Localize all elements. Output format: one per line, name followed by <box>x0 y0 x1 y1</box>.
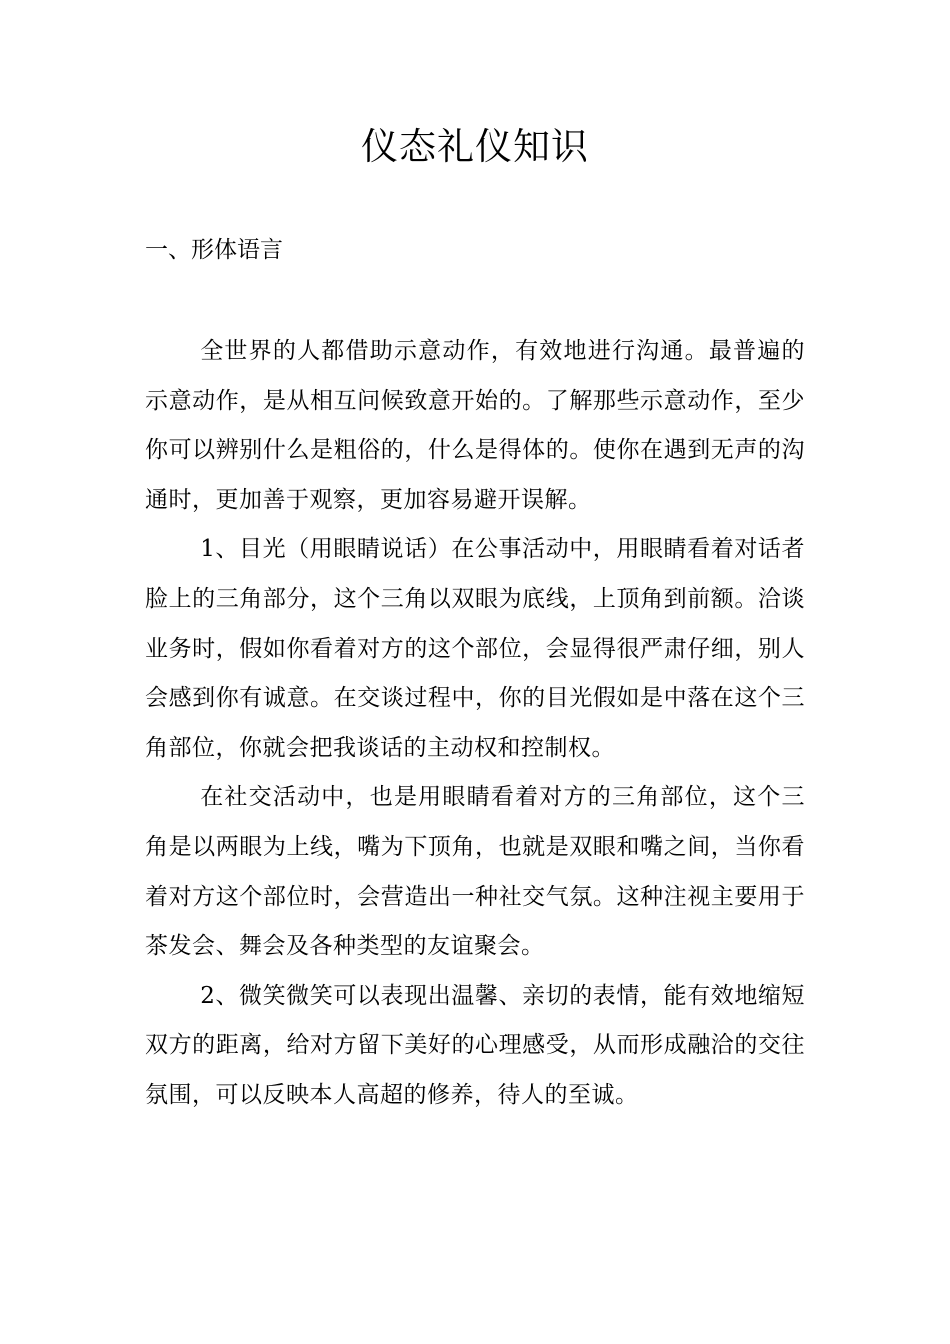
paragraph-smile: 2、微笑微笑可以表现出温馨、亲切的表情，能有效地缩短双方的距离，给对方留下美好的心理感受，从而形成融洽的交往氛围，可以反映本人高超的修养，待人的至诚。 <box>145 982 805 1108</box>
document-body <box>145 327 805 1121</box>
paragraph-social-gaze: 在社交活动中，也是用眼睛看着对方的三角部位，这个三角是以两眼为上线，嘴为下顶角，也就是双眼和嘴之间，当你看着对方这个部位时，会营造出一种社交气氛。这种注视主要用于茶发会、舞会及各种类型的友谊聚会。 <box>145 784 805 960</box>
paragraph-eye-contact: 1、目光（用眼睛说话）在公事活动中，用眼睛看着对话者脸上的三角部分，这个三角以双眼为底线，上顶角到前额。洽谈业务时，假如你看着对方的这个部位，会显得很严肃仔细，别人会感到你有诚意。在交谈过程中，你的目光假如是中落在这个三角部位，你就会把我谈话的主动权和控制权。 <box>145 536 805 761</box>
section-heading: 一、形体语言 <box>145 237 283 263</box>
paragraph-intro: 全世界的人都借助示意动作，有效地进行沟通。最普遍的示意动作，是从相互问候致意开始的。了解那些示意动作，至少你可以辨别什么是粗俗的，什么是得体的。使你在遇到无声的沟通时，更加善于观察，更加容易避开误解。 <box>145 338 805 513</box>
document-title: 仪态礼仪知识 <box>361 125 589 168</box>
